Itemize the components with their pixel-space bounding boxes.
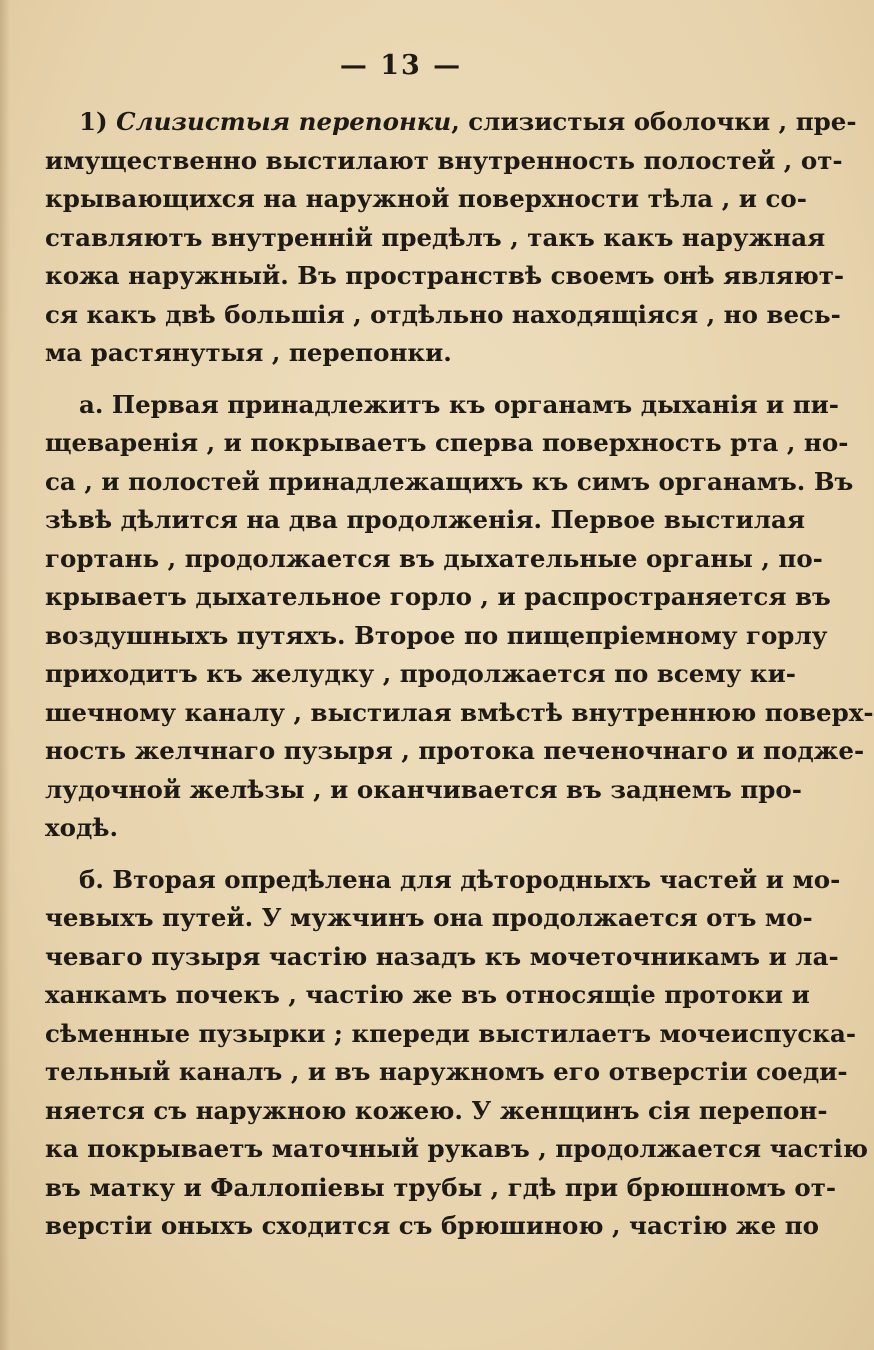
text-line: верстіи оныхъ сходится съ брюшиною , частію же по bbox=[45, 1211, 820, 1240]
text-line: ма растянутыя , перепонки. bbox=[45, 338, 452, 367]
text-line: чеваго пузыря частію назадъ къ мочеточникамъ и ла- bbox=[45, 941, 839, 971]
page-number: — 13 — bbox=[339, 50, 463, 81]
text-line: ханкамъ почекъ , частію же въ относящіе протоки и bbox=[45, 980, 810, 1009]
text-line-rest: , слизистыя оболочки , пре- bbox=[451, 107, 857, 136]
text-line: няется съ наружною кожею. У женщинъ сія перепон- bbox=[45, 1095, 828, 1125]
term-mucous-membranes: Слизистыя перепонки bbox=[116, 107, 452, 136]
paragraph-a bbox=[45, 386, 874, 848]
text-line: б. Вторая опредѣлена для дѣтородныхъ частей и мо- bbox=[79, 864, 841, 894]
text-line bbox=[45, 103, 857, 142]
text-line: щеваренія , и покрываетъ сперва поверхность рта , но- bbox=[45, 428, 849, 457]
text-line: са , и полостей принадлежащихъ къ симъ органамъ. Въ bbox=[45, 466, 854, 496]
text-line: ся какъ двѣ большія , отдѣльно находящіяся , но весь- bbox=[45, 299, 841, 329]
page-edge-shadow bbox=[0, 0, 10, 1350]
text-line: сѣменные пузырки ; кпереди выстилаетъ мочеиспуска- bbox=[45, 1018, 857, 1048]
text-line: имущественно выстилают внутренность полостей , от- bbox=[45, 145, 843, 175]
text-line: гортань , продолжается въ дыхательные органы , по- bbox=[45, 543, 823, 573]
text-line: зѣвѣ дѣлится на два продолженія. Первое выстилая bbox=[45, 505, 805, 534]
paragraph-gap bbox=[45, 373, 782, 386]
paragraph-1 bbox=[45, 103, 857, 373]
text-line: лудочной желѣзы , и оканчивается въ заднемъ про- bbox=[45, 774, 802, 804]
text-line: шечному каналу , выстилая вмѣстѣ внутреннюю поверх- bbox=[45, 697, 874, 727]
text-line: въ матку и Фаллопіевы трубы , гдѣ при брюшномъ от- bbox=[45, 1172, 837, 1202]
text-line: ходѣ. bbox=[45, 813, 119, 842]
paragraph-b bbox=[45, 861, 868, 1246]
text-line: кожа наружный. Въ пространствѣ своемъ онѣ являют- bbox=[45, 261, 845, 290]
text-line: крываетъ дыхательное горло , и распространяется въ bbox=[45, 582, 831, 611]
list-marker: 1) bbox=[79, 107, 117, 136]
text-line: крывающихся на наружной поверхности тѣла , и со- bbox=[45, 184, 807, 213]
text-line: ность желчнаго пузыря , протока печеночнаго и поджe- bbox=[45, 736, 865, 765]
text-line: приходитъ къ желудку , продолжается по всему ки- bbox=[45, 659, 796, 688]
text-line: чевыхъ путей. У мужчинъ она продолжается отъ мо- bbox=[45, 903, 813, 932]
text-line: тельный каналъ , и въ наружномъ его отверстіи соеди- bbox=[45, 1057, 848, 1086]
text-line: ка покрываетъ маточный рукавъ , продолжается частію bbox=[45, 1134, 868, 1163]
body-text bbox=[45, 103, 874, 1246]
text-line: ставляютъ внутренній предѣлъ , такъ какъ наружная bbox=[45, 222, 826, 252]
text-line: воздушныхъ путяхъ. Второе по пищепріемному горлу bbox=[45, 620, 828, 650]
text-line: а. Первая принадлежитъ къ органамъ дыханія и пи- bbox=[79, 389, 839, 419]
paragraph-gap bbox=[45, 848, 782, 861]
